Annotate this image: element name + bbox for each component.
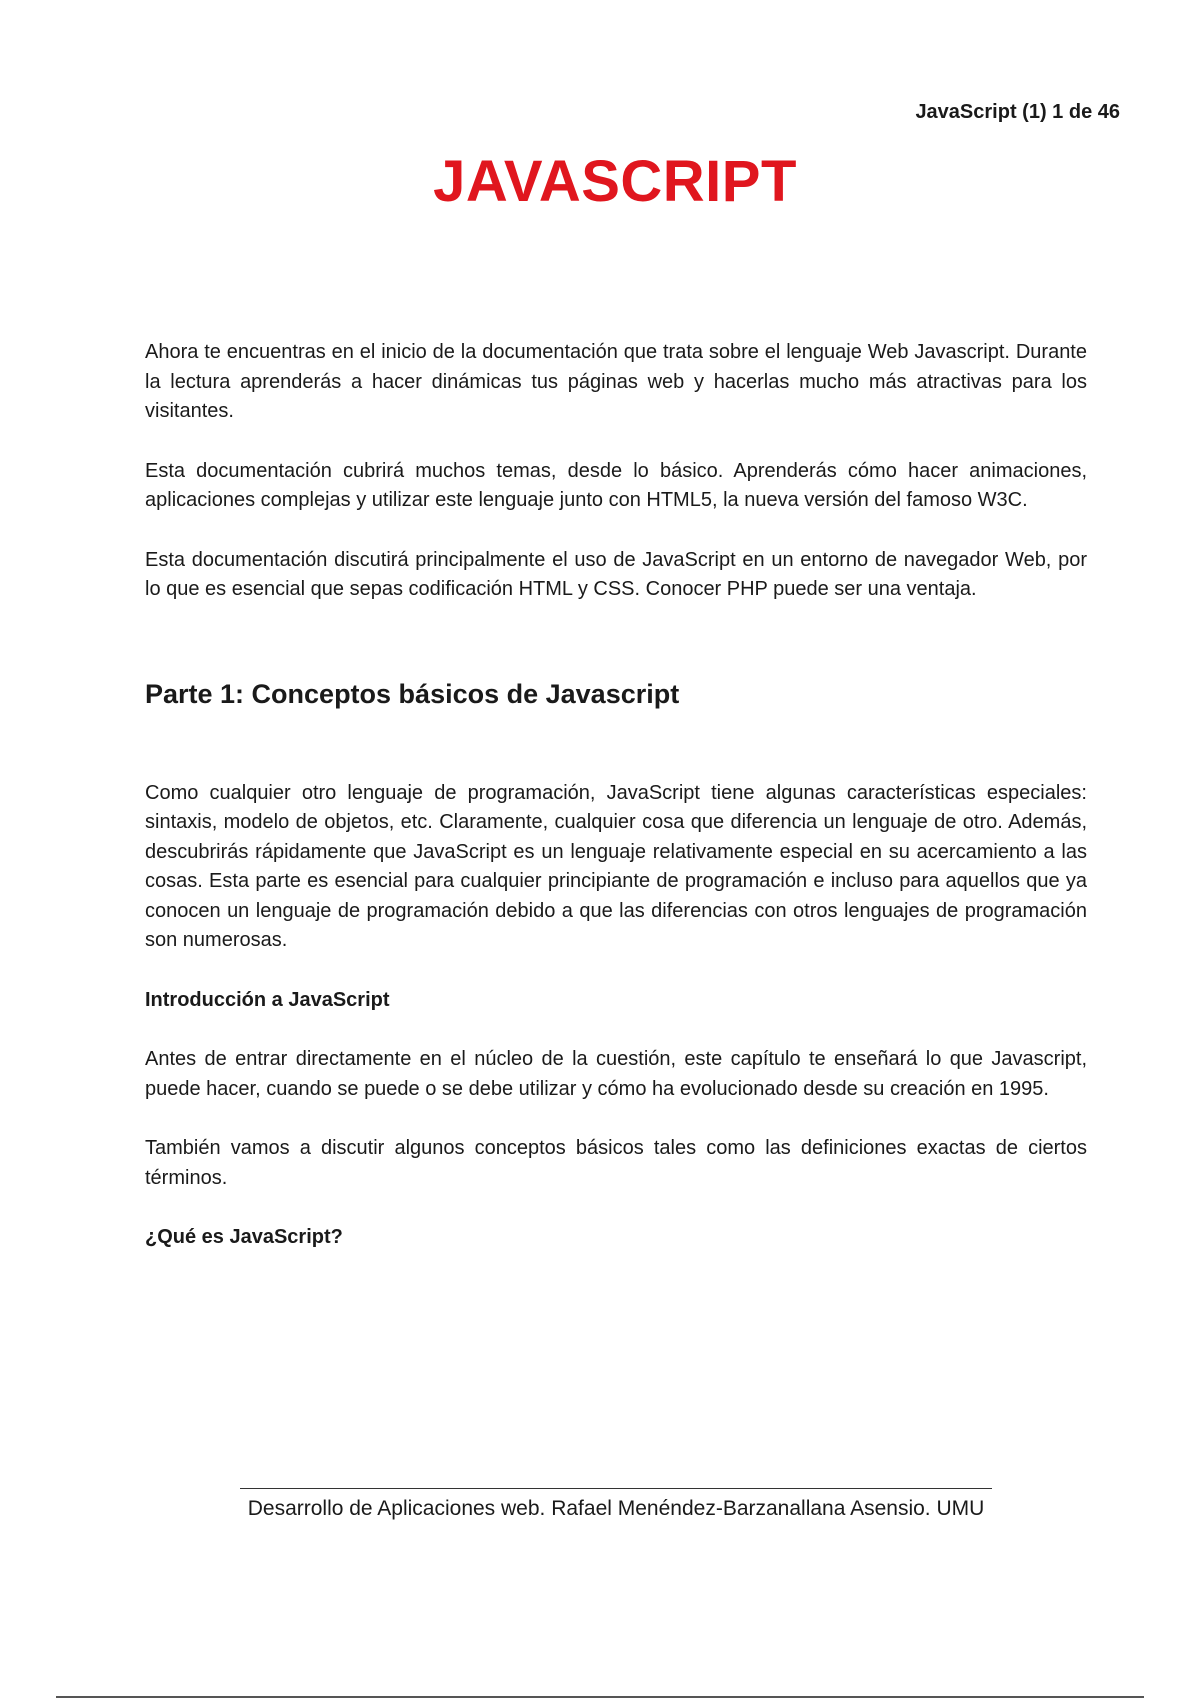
intro-paragraph-2: Esta documentación cubrirá muchos temas, desde lo básico. Aprenderás cómo hacer animaciones, aplicaciones complejas y utilizar este lenguaje junto con HTML5, la nueva versión del famoso W3C. [145,459,1087,511]
footer-divider [240,1488,992,1489]
intro-paragraph-1: Ahora te encuentras en el inicio de la documentación que trata sobre el lenguaje Web Javascript. Durante la lectura aprenderás a hacer dinámicas tus páginas web y hacerlas mucho más atractivas para los visitantes. [145,341,1087,422]
document-body [145,338,1087,1283]
section-paragraph-3: También vamos a discutir algunos conceptos básicos tales como las definiciones exactas de ciertos términos. [145,1137,1087,1189]
footer-text: Desarrollo de Aplicaciones web. Rafael Menéndez-Barzanallana Asensio. UMU [247,1497,985,1520]
section-paragraph-2: Antes de entrar directamente en el núcleo de la cuestión, este capítulo te enseñará lo que Javascript, puede hacer, cuando se puede o se debe utilizar y cómo ha evolucionado desde su creación en 1995. [145,1048,1087,1100]
document-title: JAVASCRIPT [433,149,797,214]
subheading-que-es: ¿Qué es JavaScript? [145,1226,343,1248]
subheading-introduccion: Introducción a JavaScript [145,988,390,1011]
section-paragraph-1: Como cualquier otro lenguaje de programación, JavaScript tiene algunas características especiales: sintaxis, modelo de objetos, etc. Claramente, cualquier cosa que diferencia un lenguaje de otro. Además, descubrirás rápidamente que JavaScript es un lenguaje relativamente especial en su acercamiento a las cosas. Esta parte es esencial para cualquier principiante de programación e incluso para aquellos que ya conocen un lenguaje de programación debido a que las diferencias con otros lenguajes de programación son numerosas. [145,781,1087,951]
page-number-label: JavaScript (1) 1 de 46 [915,101,1120,123]
intro-paragraph-3: Esta documentación discutirá principalmente el uso de JavaScript en un entorno de navegador Web, por lo que es esencial que sepas codificación HTML y CSS. Conocer PHP puede ser una ventaja. [145,548,1087,600]
section-heading: Parte 1: Conceptos básicos de Javascript [145,678,680,709]
page-bottom-divider [56,1696,1144,1698]
